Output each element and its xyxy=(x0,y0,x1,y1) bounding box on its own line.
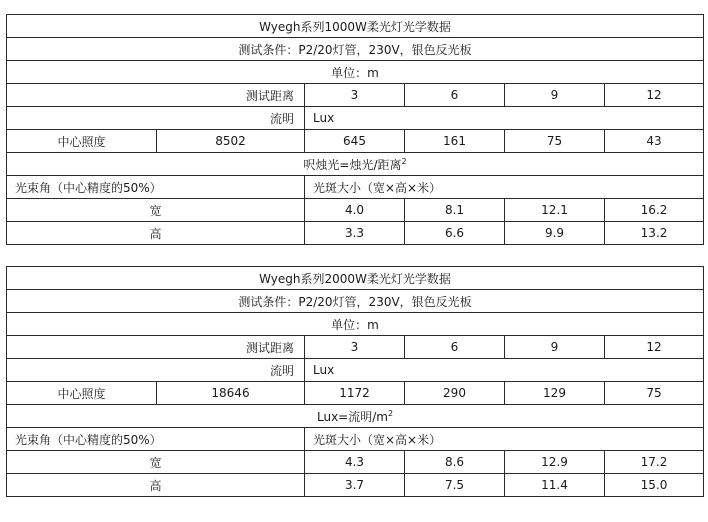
formula-superscript: 2 xyxy=(401,156,407,166)
distance-value: 12 xyxy=(605,84,704,107)
test-conditions: 测试条件：P2/20灯管，230V，银色反光板 xyxy=(7,38,704,61)
table-title: Wyegh系列2000W柔光灯光学数据 xyxy=(7,267,704,290)
beam-angle-label: 光束角（中心精度的50%） xyxy=(7,176,305,199)
height-label: 高 xyxy=(7,474,305,497)
height-value: 13.2 xyxy=(605,222,704,245)
height-value: 11.4 xyxy=(505,474,605,497)
width-value: 12.9 xyxy=(505,451,605,474)
width-value: 17.2 xyxy=(605,451,704,474)
test-conditions: 测试条件：P2/20灯管，230V，银色反光板 xyxy=(7,290,704,313)
lux-value: 75 xyxy=(605,382,704,405)
height-value: 3.7 xyxy=(305,474,405,497)
center-illuminance-label: 中心照度 xyxy=(7,382,157,405)
height-value: 6.6 xyxy=(405,222,505,245)
formula xyxy=(7,405,704,428)
spot-size-label: 光斑大小（宽×高×米） xyxy=(305,428,704,451)
unit-label: 单位：m xyxy=(7,313,704,336)
width-value: 16.2 xyxy=(605,199,704,222)
distance-value: 3 xyxy=(305,336,405,359)
lux-label: Lux xyxy=(305,107,704,130)
lux-value: 161 xyxy=(405,130,505,153)
spot-size-label: 光斑大小（宽×高×米） xyxy=(305,176,704,199)
unit-label: 单位：m xyxy=(7,61,704,84)
distance-label: 测试距离 xyxy=(7,336,305,359)
lux-value: 43 xyxy=(605,130,704,153)
photometric-table-2000w xyxy=(6,266,704,497)
formula xyxy=(7,153,704,176)
width-value: 4.0 xyxy=(305,199,405,222)
photometric-table-1000w xyxy=(6,14,704,245)
height-value: 15.0 xyxy=(605,474,704,497)
center-illuminance-label: 中心照度 xyxy=(7,130,157,153)
height-value: 7.5 xyxy=(405,474,505,497)
distance-value: 6 xyxy=(405,336,505,359)
lux-value: 645 xyxy=(305,130,405,153)
lux-value: 75 xyxy=(505,130,605,153)
distance-value: 3 xyxy=(305,84,405,107)
lumen-label: 流明 xyxy=(7,359,305,382)
distance-label: 测试距离 xyxy=(7,84,305,107)
width-value: 4.3 xyxy=(305,451,405,474)
beam-angle-label: 光束角（中心精度的50%） xyxy=(7,428,305,451)
distance-value: 6 xyxy=(405,84,505,107)
distance-value: 9 xyxy=(505,84,605,107)
width-label: 宽 xyxy=(7,451,305,474)
formula-text: 呎烛光=烛光/距离 xyxy=(303,157,402,172)
width-value: 12.1 xyxy=(505,199,605,222)
lumen-value: 18646 xyxy=(157,382,305,405)
lux-value: 129 xyxy=(505,382,605,405)
table-title: Wyegh系列1000W柔光灯光学数据 xyxy=(7,15,704,38)
distance-value: 9 xyxy=(505,336,605,359)
lux-value: 290 xyxy=(405,382,505,405)
height-value: 3.3 xyxy=(305,222,405,245)
lux-value: 1172 xyxy=(305,382,405,405)
formula-text: Lux=流明/m xyxy=(316,409,388,424)
width-value: 8.6 xyxy=(405,451,505,474)
formula-superscript: 2 xyxy=(387,408,394,418)
distance-value: 12 xyxy=(605,336,704,359)
height-value: 9.9 xyxy=(505,222,605,245)
lux-label: Lux xyxy=(305,359,704,382)
lumen-label: 流明 xyxy=(7,107,305,130)
lumen-value: 8502 xyxy=(157,130,305,153)
width-value: 8.1 xyxy=(405,199,505,222)
height-label: 高 xyxy=(7,222,305,245)
width-label: 宽 xyxy=(7,199,305,222)
